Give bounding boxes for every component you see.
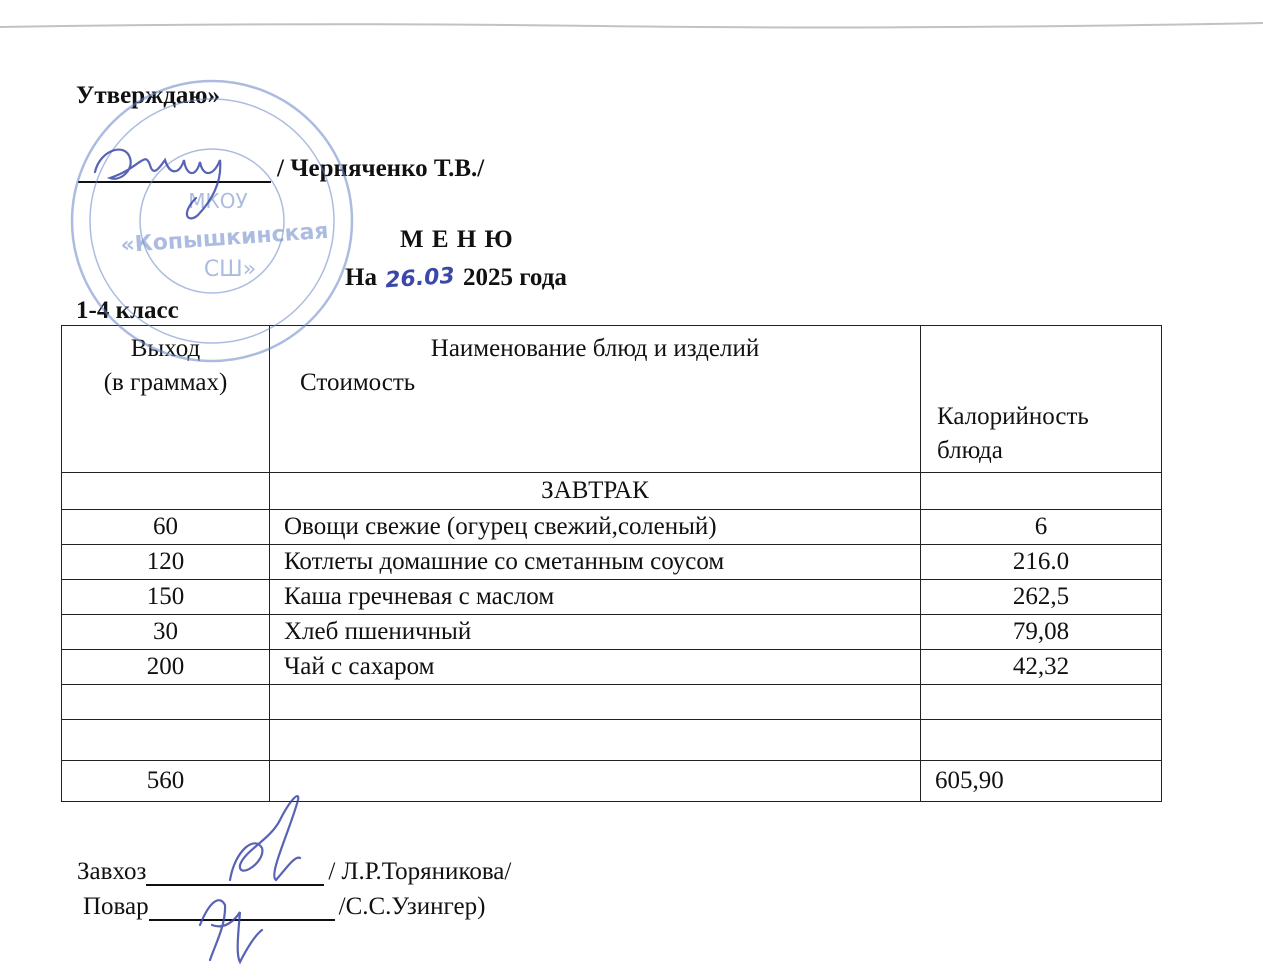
povar-label: Повар: [83, 893, 149, 920]
output-cell: 60: [62, 510, 270, 545]
date-suffix: 2025 года: [462, 264, 567, 291]
table-header-row: [62, 326, 1162, 473]
output-cell: 200: [62, 650, 270, 685]
dish-name-cell: Чай с сахаром: [270, 650, 921, 685]
zavhoz-signature-line: [77, 858, 511, 886]
povar-name: /С.С.Узингер): [338, 893, 486, 920]
header-calories: Калорийность блюда: [921, 326, 1162, 473]
table-row: [62, 615, 1162, 650]
dish-name-cell: Каша гречневая с маслом: [270, 580, 921, 615]
meal-title: ЗАВТРАК: [270, 473, 921, 510]
output-cell: 30: [62, 615, 270, 650]
calories-cell: 79,08: [921, 615, 1162, 650]
calories-cell: 42,32: [921, 650, 1162, 685]
dish-name-cell: Котлеты домашние со сметанным соусом: [270, 545, 921, 580]
menu-table: [61, 325, 1162, 802]
director-signature-line: [78, 155, 484, 183]
menu-date: [345, 264, 567, 292]
scan-edge: [0, 0, 1263, 40]
dish-name-cell: Овощи свежие (огурец свежий,соленый): [270, 510, 921, 545]
signature-underline: [146, 862, 324, 886]
calories-cell: 216.0: [921, 545, 1162, 580]
header-name: [270, 326, 921, 473]
header-output: Выход (в граммах): [62, 326, 270, 473]
povar-signature-line: [83, 893, 485, 921]
stamp-line-3: СШ»: [203, 257, 257, 282]
table-row: [62, 580, 1162, 615]
empty-row: [62, 720, 1162, 761]
table-row: [62, 510, 1162, 545]
output-cell: 150: [62, 580, 270, 615]
calories-cell: 262,5: [921, 580, 1162, 615]
meal-row: [62, 473, 1162, 510]
empty-row: [62, 685, 1162, 720]
output-cell: 120: [62, 545, 270, 580]
table-row: [62, 650, 1162, 685]
zavhoz-label: Завхоз: [77, 858, 147, 885]
total-output: 560: [62, 761, 270, 802]
menu-title: М Е Н Ю: [400, 226, 514, 253]
header-name-label: Наименование блюд и изделий: [430, 335, 760, 362]
grade-label: 1-4 класс: [76, 297, 179, 324]
header-cost-label: Стоимость: [300, 369, 416, 396]
calories-cell: 6: [921, 510, 1162, 545]
zavhoz-name: / Л.Р.Торяникова/: [328, 858, 512, 885]
date-handwritten: 26.03: [384, 263, 456, 294]
total-row: [62, 761, 1162, 802]
signature-underline: [149, 897, 335, 921]
director-name: / Черняченко Т.В./: [277, 155, 485, 182]
stamp-line-1: МКОУ: [188, 189, 248, 213]
date-prefix: На: [345, 264, 377, 291]
table-row: [62, 545, 1162, 580]
dish-name-cell: Хлеб пшеничный: [270, 615, 921, 650]
signature-underline: [78, 157, 271, 183]
stamp-line-2: «Копышкинская: [119, 218, 330, 259]
approval-heading: Утверждаю»: [76, 82, 221, 109]
total-calories: 605,90: [921, 761, 1162, 802]
